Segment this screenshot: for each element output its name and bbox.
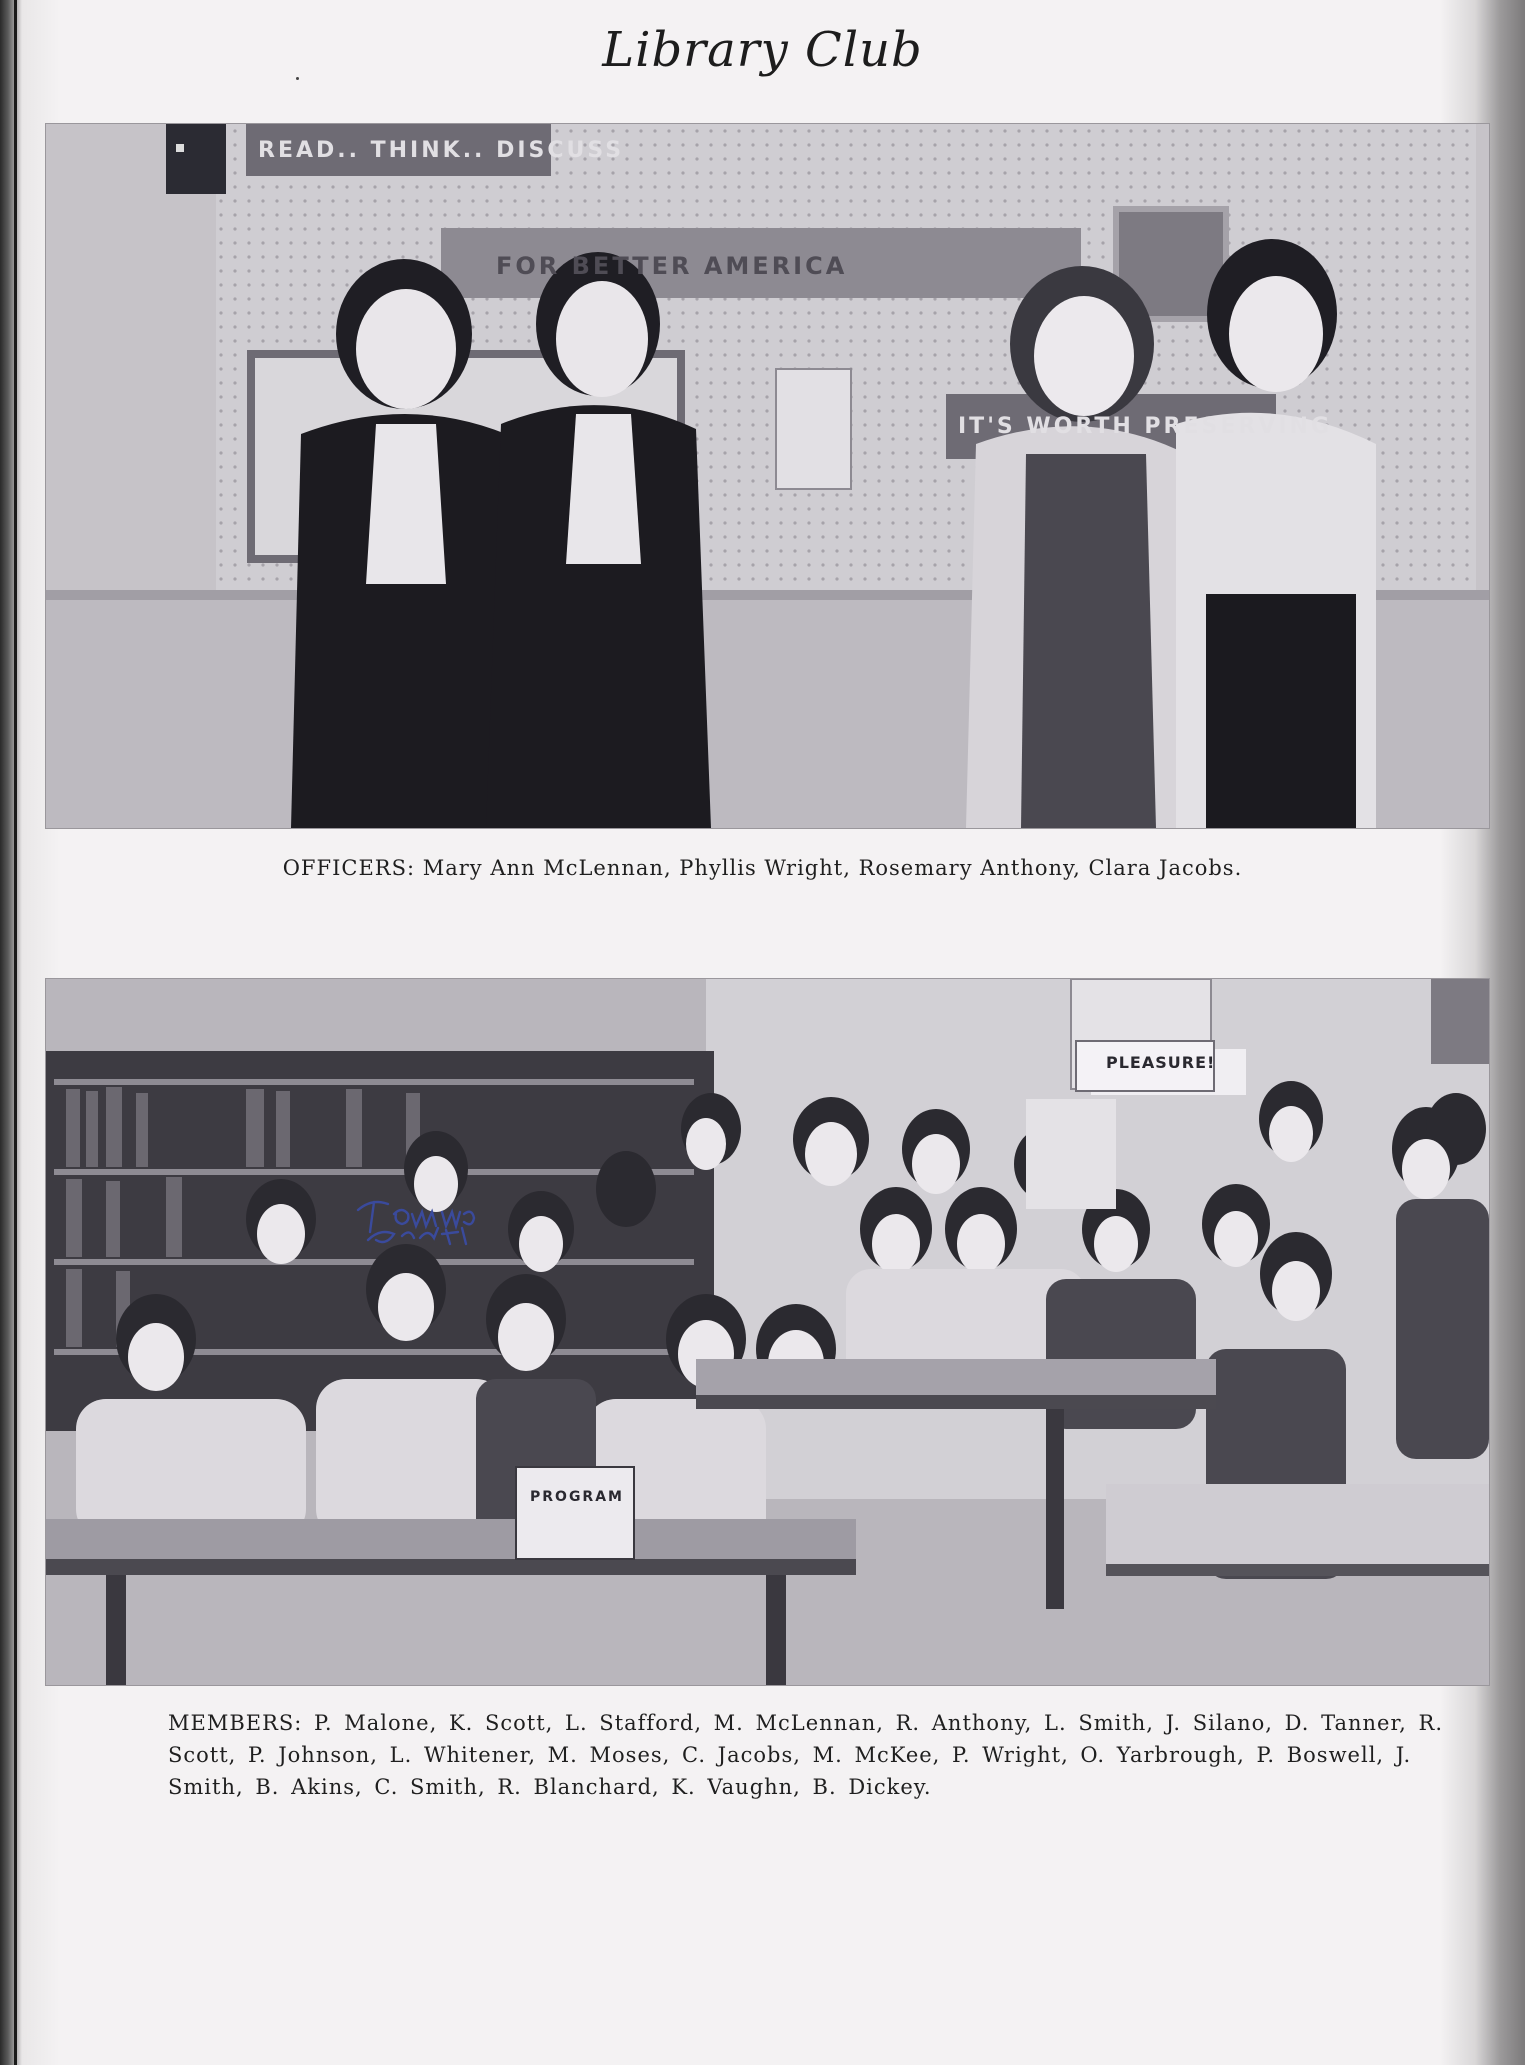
officers-photo-illustration [46, 124, 1489, 828]
sign-its-worth-preserving: IT'S WORTH PRESERVING [958, 414, 1333, 439]
members-photo-illustration [46, 979, 1489, 1685]
sign-for-better-america: FOR BETTER AMERICA [496, 252, 848, 280]
officers-caption: OFFICERS: Mary Ann McLennan, Phyllis Wright, Rosemary Anthony, Clara Jacobs. [282, 856, 1243, 880]
officers-photo [45, 123, 1490, 829]
members-caption: MEMBERS: P. Malone, K. Scott, L. Stafford, M. McLennan, R. Anthony, L. Smith, J. Silano, D. Tanner, R. Scott, P. Johnson, L. Whitener, M. Moses, C. Jacobs, M. McKee, P. Wright, O. Yarbrough, P. Boswell, J. Smith, B. Akins, C. Smith, R. Blanchard, K. Vaughn, B. Dickey. [168, 1711, 1444, 1799]
handwritten-autograph [350, 1188, 510, 1248]
sign-pleasure: PLEASURE! [1106, 1053, 1216, 1072]
members-photo [45, 978, 1490, 1686]
page-title: Library Club [602, 22, 923, 78]
sign-program: PROGRAM [530, 1489, 624, 1505]
sign-read-think-discuss: READ.. THINK.. DISCUSS [258, 138, 625, 163]
book-spine [14, 0, 17, 2065]
